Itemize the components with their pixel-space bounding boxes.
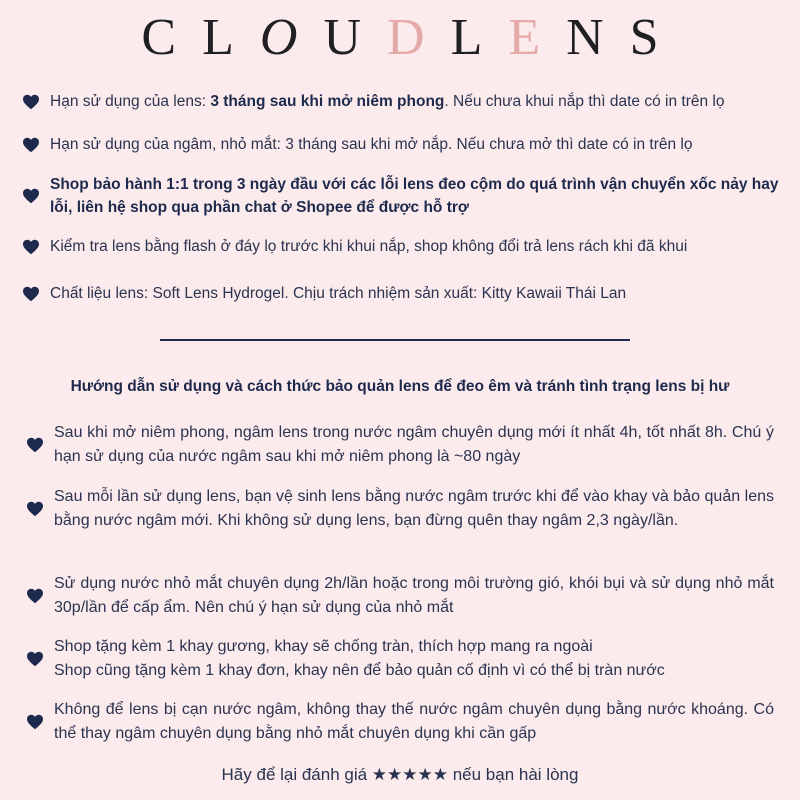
guide-text: Shop tặng kèm 1 khay gương, khay sẽ chống tràn, thích hợp mang ra ngoài Shop cũng tặng kèm 1 khay đơn, khay nên để bảo quản cố định vì có thể bị tràn nước: [54, 638, 665, 679]
note-highlight: 3 tháng sau khi mở niêm phong: [210, 93, 445, 110]
note-text: Chất liệu lens: Soft Lens Hydrogel. Chịu trách nhiệm sản xuất: Kitty Kawaii Thái Lan: [50, 285, 627, 302]
heart-icon: [26, 437, 44, 453]
note-text: Shop bảo hành 1:1 trong 3 ngày đầu với các lỗi lens đeo cộm do quá trình vận chuyển xốc nảy hay lỗi, liên hệ shop qua phần chat ở Shopee để được hỗ trợ: [50, 176, 779, 216]
brand-letter-accent: E: [508, 9, 567, 66]
heart-icon: [26, 501, 44, 517]
heart-icon: [22, 94, 40, 110]
heart-icon: [22, 286, 40, 302]
guide-item: [26, 635, 774, 683]
guide-item: [26, 485, 774, 533]
note-text: Hạn sử dụng của ngâm, nhỏ mắt: 3 tháng sau khi mở nắp. Nếu chưa mở thì date có in trên lọ: [50, 136, 693, 153]
note-text: Hạn sử dụng của lens: 3 tháng sau khi mở niêm phong. Nếu chưa khui nắp thì date có in trên lọ: [50, 93, 725, 110]
brand-letter: C: [141, 9, 203, 66]
guide-title: Hướng dẫn sử dụng và cách thức bảo quản lens để đeo êm và tránh tình trạng lens bị hư: [70, 378, 730, 395]
guide-text: Sau mỗi lần sử dụng lens, bạn vệ sinh lens bằng nước ngâm trước khi để vào khay và bảo quản lens bằng nước ngâm mới. Khi không sử dụng lens, bạn đừng quên thay ngâm 2,3 ngày/lần.: [54, 488, 774, 529]
note-item: [22, 90, 792, 113]
guide-text: Không để lens bị cạn nước ngâm, không thay thế nước ngâm chuyên dụng bằng nước khoáng. Có thể thay ngâm chuyên dụng bằng nhỏ mắt chuyên dụng khi cần gấp: [54, 701, 774, 742]
section-divider: [160, 339, 630, 341]
brand-letter: L: [202, 9, 260, 66]
brand-letter-accent: D: [387, 9, 451, 66]
guide-item: [26, 421, 774, 469]
guide-item: [26, 698, 774, 746]
brand-letter: L: [450, 9, 509, 66]
guide-text: Sử dụng nước nhỏ mắt chuyên dụng 2h/lần hoặc trong môi trường gió, khói bụi và sử dụng nhỏ mắt 30p/lần để cấp ẩm. Nên chú ý hạn sử dụng của nhỏ mắt: [54, 575, 774, 616]
brand-logo: [0, 8, 800, 67]
review-prompt: Hãy để lại đánh giá ★★★★★ nếu bạn hài lòng: [221, 765, 579, 784]
note-item: [22, 173, 790, 219]
brand-letter: O: [259, 9, 324, 66]
brand-letter: U: [323, 9, 387, 66]
heart-icon: [26, 651, 44, 667]
heart-icon: [22, 239, 40, 255]
guide-text: Sau khi mở niêm phong, ngâm lens trong nước ngâm chuyên dụng mới ít nhất 4h, tốt nhất 8h. Chú ý hạn sử dụng của nước ngâm sau khi mở niêm phong là ~80 ngày: [54, 424, 774, 465]
guide-item: [26, 572, 774, 620]
note-text: Kiểm tra lens bằng flash ở đáy lọ trước khi khui nắp, shop không đổi trả lens rách khi đã khui: [50, 238, 688, 255]
heart-icon: [22, 188, 40, 204]
brand-letter: S: [629, 9, 685, 66]
heart-icon: [22, 137, 40, 153]
brand-letter: N: [566, 9, 630, 66]
note-item: [22, 133, 792, 156]
heart-icon: [26, 588, 44, 604]
note-item: [22, 235, 792, 258]
note-item: [22, 282, 792, 305]
heart-icon: [26, 714, 44, 730]
